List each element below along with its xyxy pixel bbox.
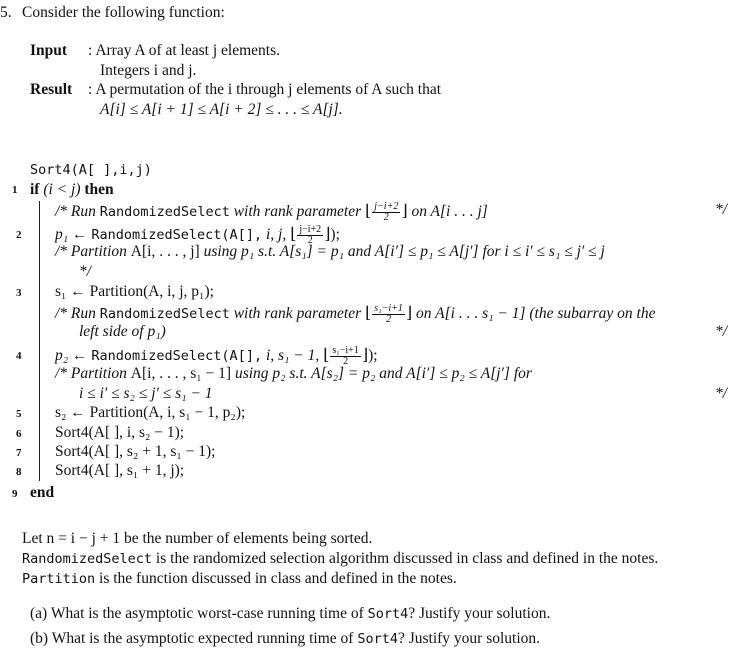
comment-2-pre: /* Partition xyxy=(55,243,127,260)
partition-name: Partition xyxy=(22,571,96,587)
line-number: 8 xyxy=(16,466,22,478)
if-keyword: if xyxy=(30,181,40,198)
then-keyword: then xyxy=(84,181,114,198)
question-b xyxy=(30,630,540,648)
if-line xyxy=(30,181,114,199)
algorithm-header: Sort4(A[ ],i,j) xyxy=(30,162,152,178)
if-condition: (i < j) xyxy=(43,181,81,198)
comment-3-fn: RandomizedSelect xyxy=(99,306,230,322)
line-4-fn: RandomizedSelect(A[], xyxy=(91,348,263,364)
line-number: 3 xyxy=(16,287,22,299)
comment-3-end: */ xyxy=(715,323,728,340)
input-label: Input xyxy=(30,42,68,59)
comment-2-end: */ xyxy=(79,263,92,280)
comment-4 xyxy=(55,365,532,383)
rank-fraction-4: $\frac{\text{s₁−i+1}}{2}$ xyxy=(332,344,359,367)
line-number: 9 xyxy=(12,488,18,500)
line-number: 6 xyxy=(16,428,22,440)
comment-4-line2: i ≤ i′ ≤ s₂ ≤ j′ ≤ s₁ − 1 xyxy=(79,385,213,402)
comment-3-post: on A[i . . . s₁ − 1] (the subarray on the xyxy=(416,305,656,322)
line-3: s₁ ← Partition(A, i, j, p₁); xyxy=(55,283,214,300)
comment-1-mid: with rank parameter xyxy=(233,203,362,220)
randomized-select-desc: is the randomized selection algorithm discussed in class and defined in the notes. xyxy=(152,550,659,567)
line-4: p₂ ← RandomizedSelect(A[], i, s₁ − 1, ⌊ $\frac{\text{s₁−i+1}}{2}$ ⌋); xyxy=(55,344,378,367)
input-line1: : Array A of at least j elements. xyxy=(88,42,280,59)
block-rule xyxy=(39,201,40,481)
rank-fraction-1: $\frac{j-i+2}{2}$ xyxy=(374,200,399,223)
result-line2: A[i] ≤ A[i + 1] ≤ A[i + 2] ≤ . . . ≤ A[j]. xyxy=(100,101,343,118)
input-line2: Integers i and j. xyxy=(100,62,197,79)
comment-1: /* Run RandomizedSelect with rank parameter ⌊ $\frac{j-i+2}{2}$ ⌋ on A[i . . . j] xyxy=(55,200,488,223)
line-4-args: i, s₁ − 1, xyxy=(265,347,320,364)
line-2-fn: RandomizedSelect(A[], xyxy=(91,227,263,243)
comment-3-mid: with rank parameter xyxy=(233,305,362,322)
comment-3-pre: /* Run xyxy=(55,305,96,322)
comment-1-post: on A[i . . . j] xyxy=(411,203,488,220)
comment-2 xyxy=(55,243,605,261)
partition-desc: is the function discussed in class and defined in the notes. xyxy=(95,570,457,587)
comment-4-range: A[i, . . . , s₁ − 1] xyxy=(130,365,232,382)
line-7: Sort4(A[ ], s₂ + 1, s₁ − 1); xyxy=(55,443,216,460)
line-4-lhs: p₂ ← xyxy=(55,347,92,364)
comment-3-line2: left side of p₁) xyxy=(79,323,166,340)
question-b-pre: What is the asymptotic expected running time of xyxy=(51,630,354,647)
line-number: 2 xyxy=(16,229,22,241)
line-6: Sort4(A[ ], i, s₂ − 1); xyxy=(55,424,185,441)
comment-4-text: using p₂ s.t. A[s₂] = p₂ and A[i′] ≤ p₂ ≤ A[j′] for xyxy=(234,365,532,382)
comment-1-end: */ xyxy=(715,201,728,218)
question-a-post: ? Justify your solution. xyxy=(408,605,551,622)
question-b-fn: Sort4 xyxy=(357,631,398,647)
problem-number: 5. xyxy=(0,4,12,21)
line-5: s₂ ← Partition(A, i, s₁ − 1, p₂); xyxy=(55,404,246,421)
line-2-lhs: p₁ ← xyxy=(55,226,92,243)
comment-4-pre: /* Partition xyxy=(55,365,127,382)
comment-4-end: */ xyxy=(715,385,728,402)
question-a-fn: Sort4 xyxy=(367,606,409,622)
line-8: Sort4(A[ ], s₁ + 1, j); xyxy=(55,462,185,479)
line-number: 5 xyxy=(16,408,22,420)
question-a-label: (a) xyxy=(30,605,48,622)
result-line1: : A permutation of the i through j elements of A such that xyxy=(88,81,442,98)
result-label: Result xyxy=(30,81,73,98)
randomized-select-note xyxy=(22,550,658,568)
problem-intro: Consider the following function: xyxy=(22,4,225,21)
question-a xyxy=(30,605,550,623)
partition-note xyxy=(22,570,457,588)
line-4-close: ); xyxy=(368,347,378,364)
n-definition: Let n = i − j + 1 be the number of elements being sorted. xyxy=(22,530,373,547)
randomized-select-name: RandomizedSelect xyxy=(22,551,153,567)
end-keyword: end xyxy=(30,484,55,501)
comment-3: /* Run RandomizedSelect with rank parameter ⌊ $\frac{\text{s₁−i+1}}{2}$ ⌋ on A[i . . . s₁ − 1] (the subarray on the xyxy=(55,302,656,325)
line-2-close: ); xyxy=(330,226,340,243)
line-number: 7 xyxy=(16,447,22,459)
rank-fraction-2: $\frac{j-i+2}{2}$ xyxy=(299,223,322,246)
question-b-post: ? Justify your solution. xyxy=(397,630,541,647)
comment-1-pre: /* Run xyxy=(55,203,96,220)
comment-2-range: A[i, . . . , j] xyxy=(130,243,200,260)
line-2-args: i, j, xyxy=(265,226,287,243)
comment-2-text: using p₁ s.t. A[s₁] = p₁ and A[i′] ≤ p₁ ≤ A[j′] for i ≤ i′ ≤ s₁ ≤ j′ ≤ j xyxy=(203,243,605,260)
line-number: 4 xyxy=(16,350,22,362)
rank-fraction-3: $\frac{\text{s₁−i+1}}{2}$ xyxy=(374,302,403,325)
question-b-label: (b) xyxy=(30,630,49,647)
question-a-pre: What is the asymptotic worst-case running time of xyxy=(50,605,364,622)
line-2: p₁ ← RandomizedSelect(A[], i, j, ⌊ $\frac{j-i+2}{2}$ ⌋); xyxy=(55,223,340,246)
line-number: 1 xyxy=(12,184,18,196)
comment-1-fn: RandomizedSelect xyxy=(99,204,230,220)
